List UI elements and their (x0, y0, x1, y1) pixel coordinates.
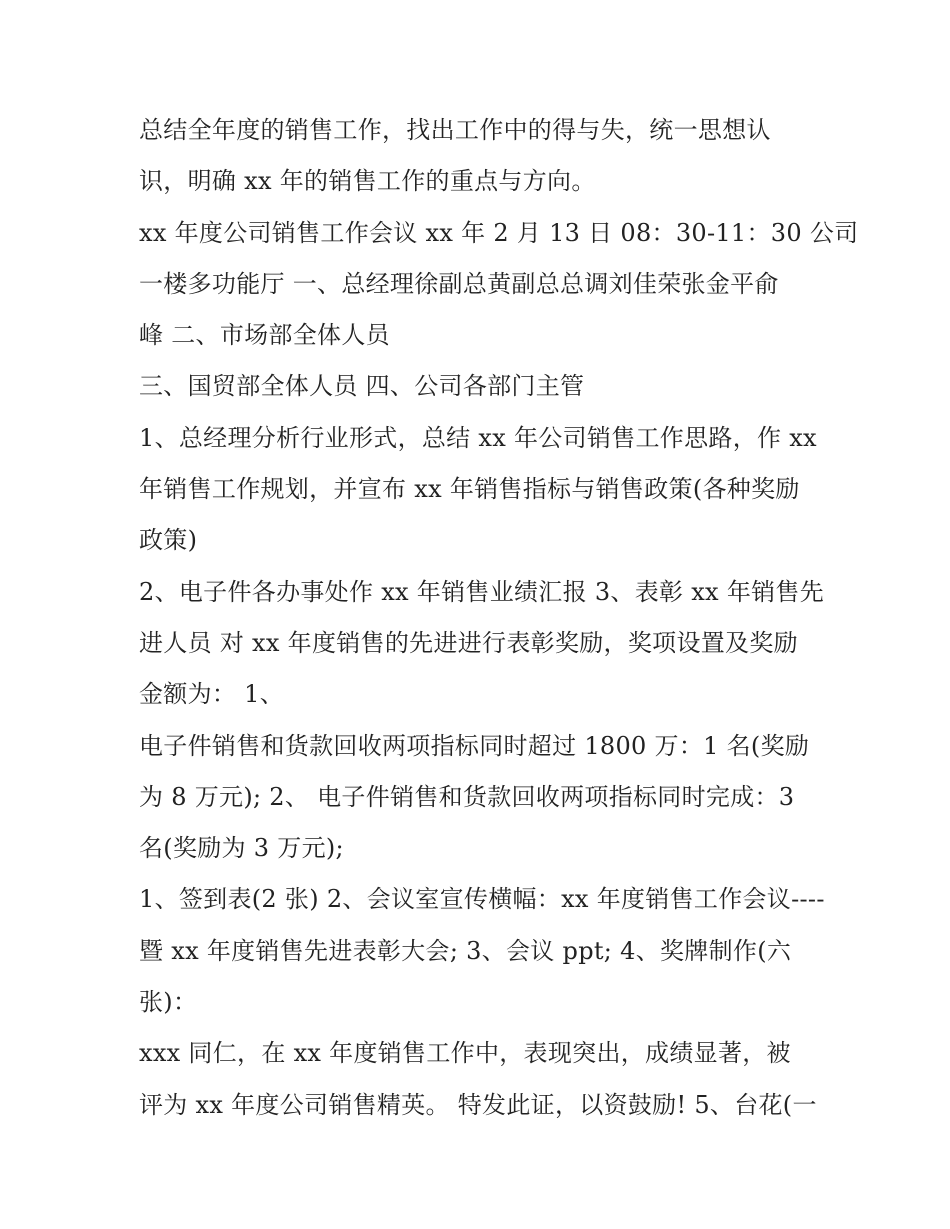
text-line: 名(奖励为 3 万元); (139, 834, 344, 863)
text-line: 为 8 万元); 2、 电子件销售和货款回收两项指标同时完成：3 (139, 782, 795, 811)
text-line: 一楼多功能厅 一、总经理徐副总黄副总总调刘佳荣张金平俞 (139, 269, 779, 298)
text-line: 1、签到表(2 张) 2、会议室宣传横幅：xx 年度销售工作会议---- (139, 885, 825, 914)
text-line: 评为 xx 年度公司销售精英。 特发此证，以资鼓励! 5、台花(一 (139, 1090, 817, 1119)
text-line: 峰 二、市场部全体人员 (139, 321, 390, 350)
text-line: 识，明确 xx 年的销售工作的重点与方向。 (139, 167, 596, 196)
text-line: 金额为： 1、 (139, 680, 284, 709)
text-line: 年销售工作规划，并宣布 xx 年销售指标与销售政策(各种奖励 (139, 475, 800, 504)
text-line: 暨 xx 年度销售先进表彰大会; 3、会议 ppt; 4、奖牌制作(六 (139, 936, 792, 965)
text-line: xxx 同仁，在 xx 年度销售工作中，表现突出，成绩显著，被 (139, 1039, 791, 1068)
text-line: 三、国贸部全体人员 四、公司各部门主管 (139, 372, 585, 401)
text-line: xx 年度公司销售工作会议 xx 年 2 月 13 日 08：30-11：30 公司 (139, 218, 859, 247)
text-line: 电子件销售和货款回收两项指标同时超过 1800 万：1 名(奖励 (139, 731, 810, 760)
text-line: 总结全年度的销售工作，找出工作中的得与失，统一思想认 (139, 116, 771, 144)
text-line: 进人员 对 xx 年度销售的先进进行表彰奖励，奖项设置及奖励 (139, 628, 798, 657)
text-line: 张)： (139, 988, 198, 1017)
text-line: 2、电子件各办事处作 xx 年销售业绩汇报 3、表彰 xx 年销售先 (139, 577, 825, 606)
text-line: 1、总经理分析行业形式，总结 xx 年公司销售工作思路，作 xx (139, 423, 817, 452)
document-body (139, 109, 859, 1135)
text-line: 政策) (139, 526, 198, 555)
